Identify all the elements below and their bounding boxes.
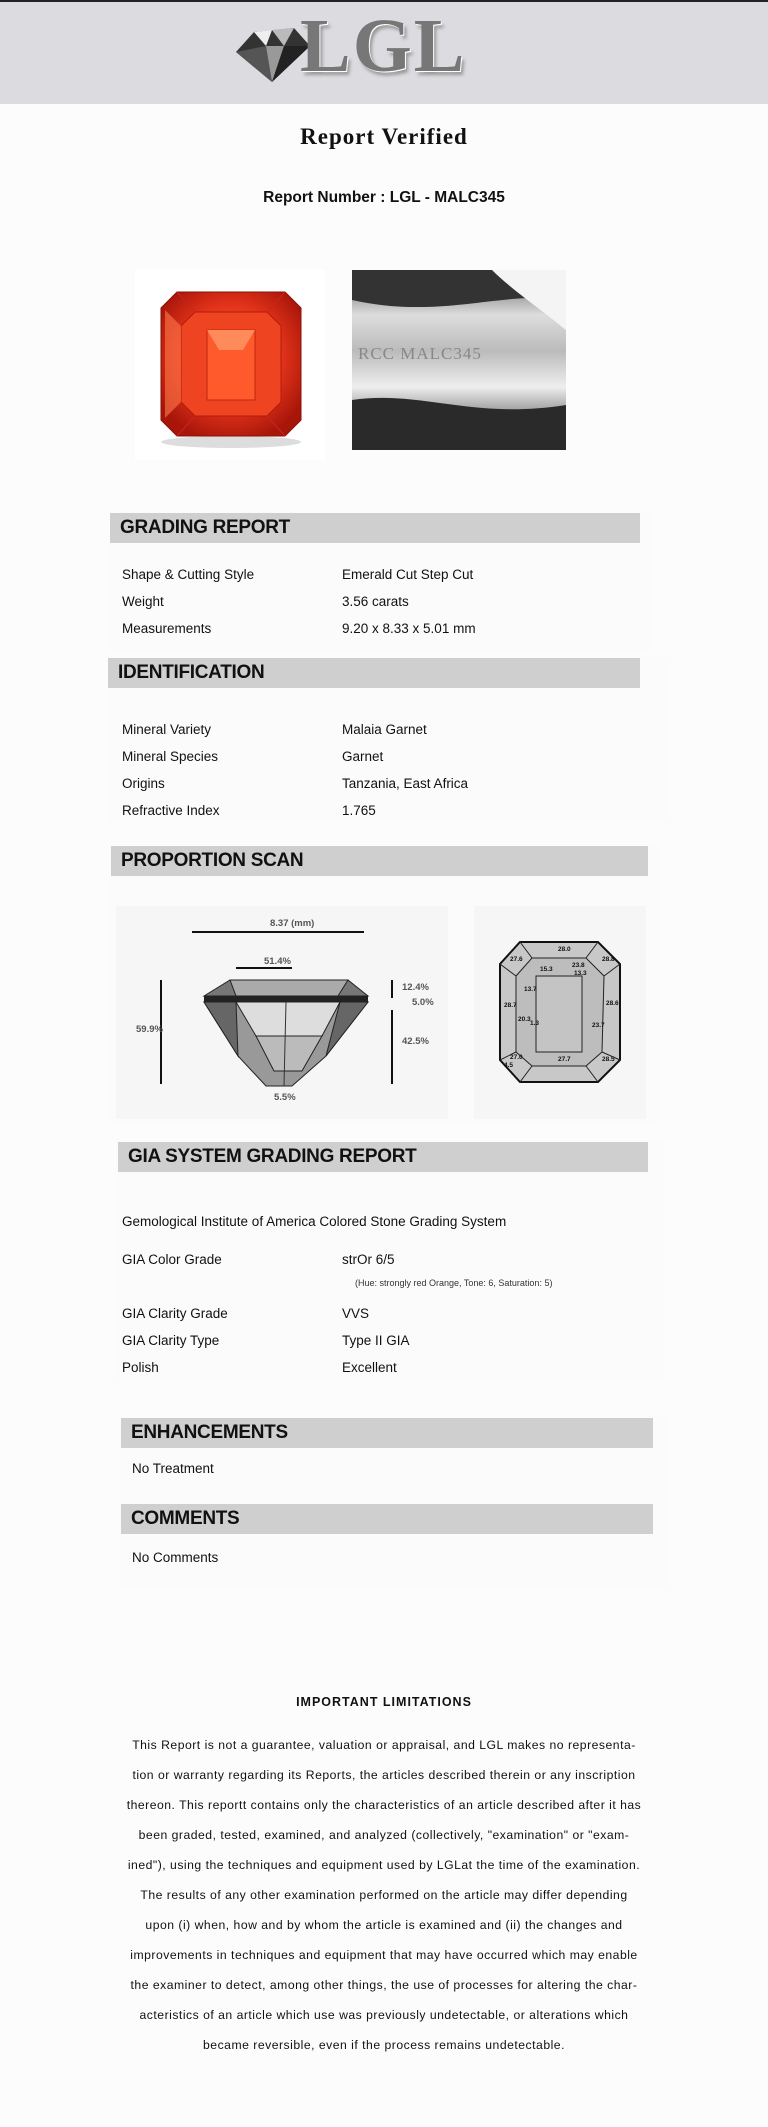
top-view-value: 28.8 — [602, 956, 615, 963]
gia-color-note: (Hue: strongly red Orange, Tone: 6, Saturation: 5) — [355, 1278, 553, 1288]
page-title: Report Verified — [300, 124, 468, 149]
identification-label-variety: Mineral Variety — [122, 722, 212, 737]
limitations-line: The results of any other examination performed on the article may differ depending — [140, 1888, 628, 1902]
logo-text: LGL — [300, 4, 467, 88]
top-view-diagram — [474, 906, 646, 1119]
profile-crown-label: 12.4% — [402, 982, 429, 993]
grading-value-shape: Emerald Cut Step Cut — [342, 567, 474, 582]
top-view-value: 20.3 — [518, 1016, 531, 1023]
identification-value-species: Garnet — [342, 749, 384, 764]
gia-heading: GIA SYSTEM GRADING REPORT — [118, 1142, 648, 1172]
comments-text: No Comments — [132, 1550, 219, 1565]
proportion-scan-heading: PROPORTION SCAN — [111, 846, 648, 876]
limitations-line: been graded, tested, examined, and analyzed (collectively, "examination" or "exam- — [138, 1828, 630, 1842]
profile-culet-label: 5.5% — [274, 1092, 296, 1103]
grading-value-measurements: 9.20 x 8.33 x 5.01 mm — [342, 621, 476, 636]
limitations-line: tion or warranty regarding its Reports, the articles described therein or any inscription — [132, 1768, 636, 1782]
top-view-value: 27.6 — [510, 956, 523, 963]
identification-value-origins: Tanzania, East Africa — [342, 776, 469, 791]
top-view-value: 28.0 — [558, 946, 571, 953]
limitations-line: improvements in techniques and equipment that may have occurred which may enable — [130, 1948, 638, 1962]
gia-clarity-type-label: GIA Clarity Type — [122, 1333, 220, 1348]
top-view-value: 27.0 — [510, 1054, 523, 1061]
gia-clarity-type-value: Type II GIA — [342, 1333, 410, 1348]
grading-value-weight: 3.56 carats — [342, 594, 409, 609]
top-view-value: 28.6 — [606, 1000, 619, 1007]
inscription-photo — [352, 270, 566, 450]
grading-label-weight: Weight — [122, 594, 164, 609]
gia-clarity-grade-value: VVS — [342, 1306, 370, 1321]
identification-label-origins: Origins — [122, 776, 165, 791]
top-view-value: 13.7 — [524, 986, 537, 993]
top-view-value: 28.5 — [602, 1056, 615, 1063]
identification-label-species: Mineral Species — [122, 749, 219, 764]
gia-system-name: Gemological Institute of America Colored Stone Grading System — [122, 1214, 507, 1229]
limitations-heading: IMPORTANT LIMITATIONS — [296, 1695, 472, 1709]
grading-label-shape: Shape & Cutting Style — [122, 567, 255, 582]
profile-table-label: 51.4% — [264, 956, 291, 967]
report-number: Report Number : LGL - MALC345 — [263, 189, 505, 206]
gia-color-label: GIA Color Grade — [122, 1252, 222, 1267]
limitations-line: This Report is not a guarantee, valuation or appraisal, and LGL makes no representa- — [132, 1738, 636, 1752]
limitations-line: acteristics of an article which use was previously undetectable, or alterations which — [139, 2008, 629, 2022]
gia-polish-value: Excellent — [342, 1360, 397, 1375]
identification-label-ri: Refractive Index — [122, 803, 220, 818]
identification-value-variety: Malaia Garnet — [342, 722, 427, 737]
limitations-line: became reversible, even if the process remains undetectable. — [203, 2038, 565, 2052]
inscription-text: RCC MALC345 — [358, 344, 482, 363]
grading-label-measurements: Measurements — [122, 621, 212, 636]
top-view-value: 1.3 — [530, 1020, 540, 1027]
top-view-value: 4.5 — [504, 1062, 514, 1069]
profile-pavilion-label: 42.5% — [402, 1036, 429, 1047]
enhancements-text: No Treatment — [132, 1461, 214, 1476]
gia-clarity-grade-label: GIA Clarity Grade — [122, 1306, 228, 1321]
top-view-value: 28.7 — [504, 1002, 517, 1009]
grading-report-heading: GRADING REPORT — [110, 513, 640, 543]
profile-depth-label: 59.9% — [136, 1024, 163, 1035]
profile-width-label: 8.37 (mm) — [270, 918, 315, 929]
gia-color-value: strOr 6/5 — [342, 1252, 395, 1267]
profile-girdle-label: 5.0% — [412, 997, 434, 1008]
top-view-value: 27.7 — [558, 1056, 571, 1063]
limitations-line: upon (i) when, how and by whom the article is examined and (ii) the changes and — [145, 1918, 623, 1932]
gia-polish-label: Polish — [122, 1360, 159, 1375]
identification-value-ri: 1.765 — [342, 803, 376, 818]
gemstone-photo — [135, 270, 325, 460]
profile-diagram — [116, 906, 448, 1119]
top-view-value: 15.3 — [540, 966, 553, 973]
top-view-value: 23.7 — [592, 1022, 605, 1029]
identification-heading: IDENTIFICATION — [108, 658, 640, 688]
limitations-line: thereon. This reportt contains only the characteristics of an article described after it has — [126, 1798, 642, 1812]
top-view-value: 13.3 — [574, 970, 587, 977]
comments-heading: COMMENTS — [121, 1504, 653, 1534]
limitations-line: the examiner to detect, among other things, the use of processes for altering the char- — [130, 1978, 638, 1992]
top-view-value: 23.8 — [572, 962, 585, 969]
enhancements-heading: ENHANCEMENTS — [121, 1418, 653, 1448]
limitations-line: ined"), using the techniques and equipment used by LGLat the time of the examination. — [127, 1858, 641, 1872]
header-bar — [0, 0, 768, 104]
